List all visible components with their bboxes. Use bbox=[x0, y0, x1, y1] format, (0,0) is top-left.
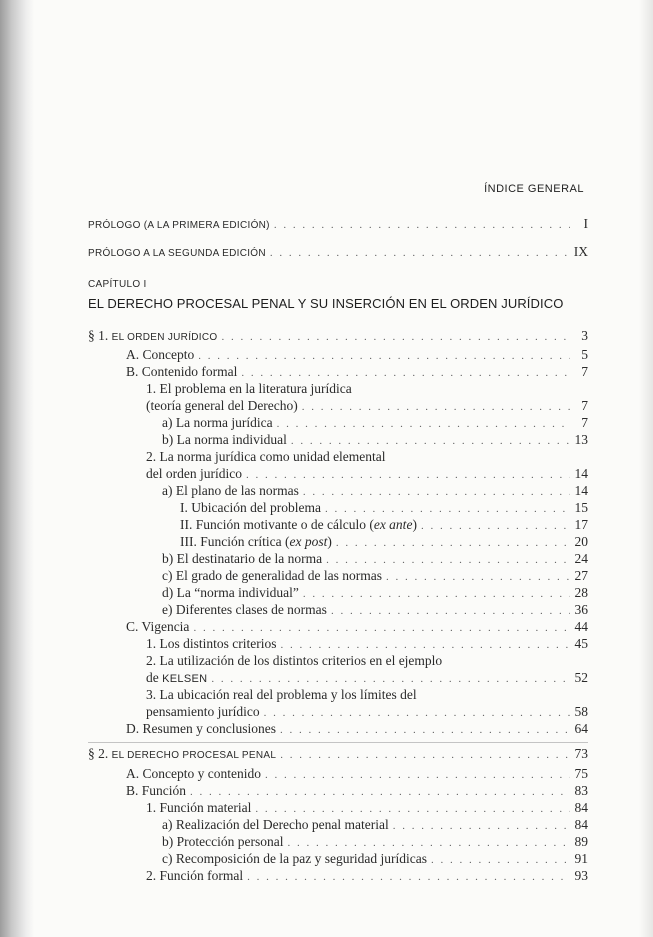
toc-entry-label: (teoría general del Derecho) bbox=[146, 398, 298, 413]
toc-entry-label: 1. Función material bbox=[146, 800, 252, 815]
toc-entry-label: B. Contenido formal bbox=[126, 364, 238, 379]
dot-leader bbox=[281, 637, 571, 653]
dot-leader bbox=[221, 329, 570, 345]
toc-page-number: 27 bbox=[574, 568, 588, 583]
toc-page-number: 73 bbox=[574, 746, 588, 761]
dot-leader bbox=[386, 569, 570, 585]
toc-entry bbox=[162, 568, 588, 585]
dot-leader bbox=[277, 416, 570, 432]
toc-entry-label: 2. Función formal bbox=[146, 868, 244, 883]
dot-leader bbox=[264, 705, 570, 721]
dot-leader bbox=[326, 552, 570, 568]
toc-entry-label: a) La norma jurídica bbox=[162, 415, 273, 430]
toc-page-number: 44 bbox=[574, 619, 588, 634]
dot-leader bbox=[241, 365, 570, 381]
toc-page-number: 84 bbox=[574, 817, 588, 832]
dot-leader bbox=[190, 784, 570, 800]
toc-page-number: 83 bbox=[574, 783, 588, 798]
toc-entry-label: PRÓLOGO (A LA PRIMERA EDICIÓN) bbox=[88, 220, 270, 231]
toc-entry bbox=[146, 398, 588, 415]
dot-leader bbox=[270, 245, 570, 261]
toc-entry bbox=[162, 432, 588, 449]
toc-section-1 bbox=[88, 328, 588, 346]
dot-leader bbox=[280, 747, 570, 763]
toc-entry bbox=[162, 834, 588, 851]
toc-page-number: 52 bbox=[574, 670, 588, 685]
dot-leader bbox=[255, 801, 570, 817]
section-divider bbox=[88, 742, 588, 743]
toc-entry-line: 2. La norma jurídica como unidad elemental bbox=[146, 449, 386, 464]
toc-page-number: 45 bbox=[574, 636, 588, 651]
toc-entry bbox=[162, 817, 588, 834]
toc-text: III. Función crítica ( bbox=[180, 534, 290, 549]
toc-entry-line: 3. La ubicación real del problema y los límites del bbox=[146, 687, 417, 702]
toc-entry-prologue-second bbox=[88, 244, 588, 262]
toc-entry bbox=[126, 766, 588, 783]
dot-leader bbox=[431, 852, 570, 868]
toc-page-number: 5 bbox=[581, 347, 588, 362]
toc-page-number: I bbox=[583, 216, 588, 231]
dot-leader bbox=[247, 869, 570, 885]
toc-text: II. Función motivante o de cálculo ( bbox=[180, 517, 374, 532]
toc-entry bbox=[162, 585, 588, 602]
dot-leader bbox=[246, 467, 570, 483]
toc-page-number: 24 bbox=[574, 551, 588, 566]
toc-entry-label: PRÓLOGO A LA SEGUNDA EDICIÓN bbox=[88, 248, 266, 259]
section-number: § 2. bbox=[88, 746, 109, 761]
toc-entry-label: c) El grado de generalidad de las normas bbox=[162, 568, 383, 583]
toc-page-number: 93 bbox=[574, 868, 588, 883]
toc-text: de bbox=[146, 670, 163, 685]
toc-entry bbox=[126, 721, 588, 738]
toc-entry-label: A. Concepto y contenido bbox=[126, 766, 261, 781]
toc-section-2 bbox=[88, 746, 588, 764]
toc-page-number: 58 bbox=[574, 704, 588, 719]
toc-entry-label: a) El plano de las normas bbox=[162, 483, 299, 498]
toc-entry-label: C. Vigencia bbox=[126, 619, 190, 634]
dot-leader bbox=[274, 217, 570, 233]
toc-entry bbox=[126, 783, 588, 800]
dot-leader bbox=[393, 818, 570, 834]
dot-leader bbox=[303, 484, 570, 500]
section-title: EL DERECHO PROCESAL PENAL bbox=[111, 750, 277, 761]
toc-entry-label: b) Protección personal bbox=[162, 834, 284, 849]
dot-leader bbox=[193, 620, 570, 636]
section-heading bbox=[88, 746, 276, 764]
toc-entry-prologue-first bbox=[88, 216, 588, 234]
toc-entry bbox=[180, 500, 588, 517]
dot-leader bbox=[211, 671, 570, 687]
toc-page-number: 14 bbox=[574, 466, 588, 481]
toc-entry-label: b) La norma individual bbox=[162, 432, 287, 447]
dot-leader bbox=[325, 501, 570, 517]
toc-page-number: 91 bbox=[574, 851, 588, 866]
dot-leader bbox=[287, 835, 570, 851]
toc-text: ) bbox=[412, 517, 417, 532]
toc-page-number: 20 bbox=[574, 534, 588, 549]
dot-leader bbox=[336, 535, 570, 551]
toc-entry-label: 1. Los distintos criterios bbox=[146, 636, 277, 651]
chapter-label: CAPÍTULO I bbox=[88, 279, 147, 290]
toc-entry-line: 1. El problema en la literatura jurídica bbox=[146, 381, 352, 396]
toc-entry bbox=[146, 800, 588, 817]
toc-page-number: 14 bbox=[574, 483, 588, 498]
index-title: ÍNDICE GENERAL bbox=[484, 183, 584, 195]
toc-page-number: 7 bbox=[581, 415, 588, 430]
chapter-title: EL DERECHO PROCESAL PENAL Y SU INSERCIÓN EN EL ORDEN JURÍDICO bbox=[88, 296, 564, 311]
toc-entry bbox=[162, 415, 588, 432]
toc-entry-label bbox=[180, 517, 417, 533]
toc-entry bbox=[180, 534, 588, 551]
toc-entry-label: b) El destinatario de la norma bbox=[162, 551, 323, 566]
toc-entry-label bbox=[180, 534, 332, 550]
toc-page-number: 13 bbox=[574, 432, 588, 447]
toc-text-italic: ex ante bbox=[373, 517, 413, 532]
page-edge-shade bbox=[639, 0, 653, 937]
toc-entry bbox=[146, 704, 588, 721]
toc-page-number: 36 bbox=[574, 602, 588, 617]
toc-page-number: 7 bbox=[581, 398, 588, 413]
dot-leader bbox=[280, 722, 570, 738]
toc-page-number: 64 bbox=[574, 721, 588, 736]
toc-page-number: 28 bbox=[574, 585, 588, 600]
dot-leader bbox=[265, 767, 570, 783]
toc-page-number: 7 bbox=[581, 364, 588, 379]
section-title: EL ORDEN JURÍDICO bbox=[111, 332, 218, 343]
toc-entry bbox=[162, 851, 588, 868]
toc-entry bbox=[146, 636, 588, 653]
toc-entry-label: a) Realización del Derecho penal material bbox=[162, 817, 389, 832]
toc-page-number: 17 bbox=[574, 517, 588, 532]
toc-entry-label: B. Función bbox=[126, 783, 187, 798]
toc-text: ) bbox=[327, 534, 332, 549]
dot-leader bbox=[291, 433, 570, 449]
toc-entry-label: pensamiento jurídico bbox=[146, 704, 260, 719]
dot-leader bbox=[331, 603, 570, 619]
toc-entry-label: D. Resumen y conclusiones bbox=[126, 721, 276, 736]
toc-entry-label: d) La “norma individual” bbox=[162, 585, 299, 600]
toc-entry bbox=[146, 466, 588, 483]
toc-page-number: 89 bbox=[574, 834, 588, 849]
dot-leader bbox=[421, 518, 570, 534]
toc-entry-label: I. Ubicación del problema bbox=[180, 500, 321, 515]
toc-entry-label bbox=[146, 670, 207, 687]
toc-entry-label: del orden jurídico bbox=[146, 466, 242, 481]
toc-entry bbox=[126, 619, 588, 636]
toc-entry bbox=[162, 483, 588, 500]
author-name: KELSEN bbox=[162, 673, 208, 685]
toc-page-number: 84 bbox=[574, 800, 588, 815]
dot-leader bbox=[302, 399, 570, 415]
toc-entry bbox=[146, 868, 588, 885]
toc-entry-label: c) Recomposición de la paz y seguridad jurídicas bbox=[162, 851, 428, 866]
toc-entry bbox=[180, 517, 588, 534]
toc-entry bbox=[162, 602, 588, 619]
toc-entry-line: 2. La utilización de los distintos criterios en el ejemplo bbox=[146, 653, 443, 668]
dot-leader bbox=[198, 348, 570, 364]
toc-entry bbox=[126, 347, 588, 364]
dot-leader bbox=[303, 586, 570, 602]
book-gutter-shadow bbox=[0, 0, 34, 937]
toc-page-number: 75 bbox=[574, 766, 588, 781]
toc-entry bbox=[146, 670, 588, 687]
toc-page-number: IX bbox=[573, 244, 588, 259]
section-heading bbox=[88, 328, 217, 346]
toc-text-italic: ex post bbox=[289, 534, 328, 549]
toc-entry-label: e) Diferentes clases de normas bbox=[162, 602, 327, 617]
toc-entry bbox=[162, 551, 588, 568]
toc-entry-label: A. Concepto bbox=[126, 347, 195, 362]
toc-page-number: 15 bbox=[574, 500, 588, 515]
section-number: § 1. bbox=[88, 328, 109, 343]
toc-entry bbox=[126, 364, 588, 381]
toc-page-number: 3 bbox=[581, 328, 588, 343]
